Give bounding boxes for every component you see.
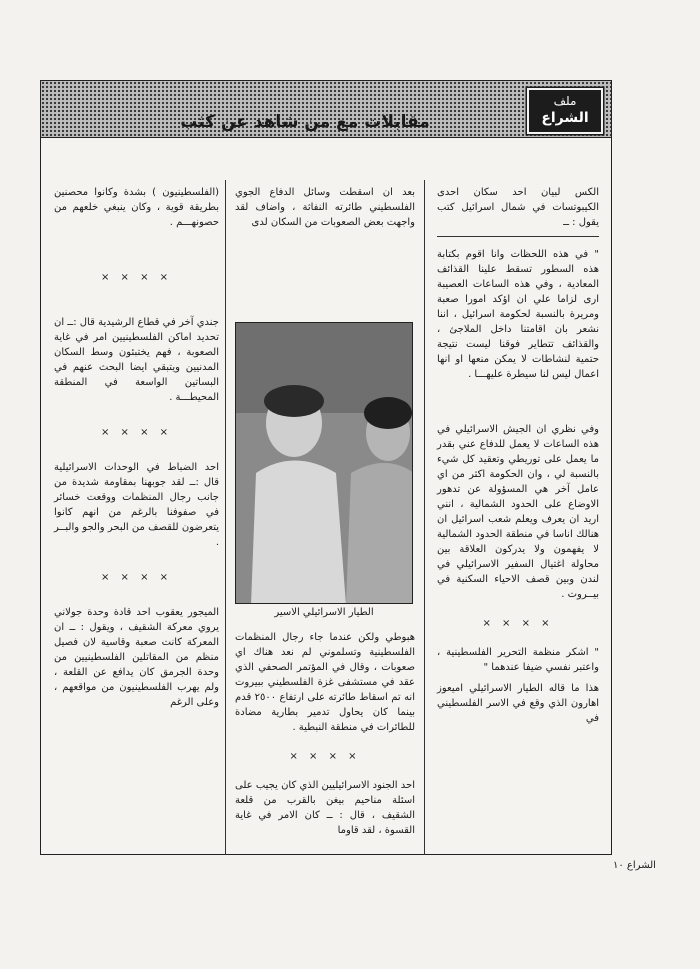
column-middle-lower <box>235 630 415 844</box>
badge-line1: ملف <box>553 94 577 108</box>
column-divider-left <box>225 180 226 855</box>
paragraph: " اشكر منظمة التحرير الفلسطينية ، واعتبر نفسي ضيفا عندهما " <box>437 647 599 673</box>
column-left <box>54 185 219 716</box>
paragraph: هبوطي ولكن عندما جاء رجال المنظمات الفلسطينية وتسلموني لم نعد هناك اي صعوبات ، وقال في المؤتمر الصحفي الذي عقد في مستشفى غزة الفلسطيني ببيروت انه تم اسقاط طائرته على ارتفاع ٢٥٠٠ قدم بينما كان يحاول تدمير بطارية مضادة للطائرات في منطقة النبطية . <box>235 632 415 733</box>
article-headline: مقابلات مع من شاهد عن كثب <box>180 112 430 132</box>
paragraph: وفي نظري ان الجيش الاسرائيلي في هذه الساعات لا يعمل للدفاع عني بقدر ما يعمل على توريطي وتعقيد كل شيء بالنسبة لي ، وان الحكومة اكثر من اي عامل آخر هي المسؤولة عن تدهور الاوضاع على الحدود الشمالية ، انني اريد ان يعرف ويعلم شعب اسرائيل ان هنالك اناسا في منطقة الحدود الشمالية لا يفهمون ولا يدركون العلاقة بين محاولة اغتيال السفير الاسرائيلي في لندن وبين قصف الاحياء السكنية في بيــروت . <box>437 424 599 600</box>
section-badge <box>527 88 603 134</box>
photo-illustration <box>236 323 413 604</box>
paragraph: احد الجنود الاسرائيليين الذي كان يجيب على اسئلة مناحيم بيغن بالقرب من قلعة الشقيف ، قال : ــ كان الامر في غاية القسوة ، لقد قاوما <box>235 780 415 836</box>
section-separator: × × × × <box>100 272 173 283</box>
paragraph: الكس لبيان احد سكان احدى الكيبوتسات في شمال اسرائيل كتب يقول : ــ <box>437 187 599 228</box>
divider-line <box>437 236 599 237</box>
paragraph: الميجور يعقوب احد قادة وحدة جولاني يروي معركة الشقيف ، ويقول : ــ ان المعركة كانت صعبة وقاسية لان فصيل منظم من المقاتلين الفلسطينيين من وحدة الجرمق كان يدافع عن القلعة ، ولم يهرب الفلسطينيون من مواقعهم ، وعلى الرغم <box>54 607 219 708</box>
column-right <box>437 185 599 732</box>
section-separator: × × × × <box>289 751 361 762</box>
paragraph: بعد ان اسقطت وسائل الدفاع الجوي الفلسطيني طائرته النفاثة ، واضاف لقد واجهت بعض الصعوبات من السكان لدى <box>235 187 415 228</box>
section-separator: × × × × <box>100 427 173 438</box>
paragraph: احد الضباط في الوحدات الاسرائيلية قال :ــ لقد جوبهنا بمقاومة شديدة من جانب رجال المنظمات ووقعت خسائر في صفوفنا بالرغم من انهم كانوا يتعرضون للقصف من البحر والجو والبــر . <box>54 462 219 548</box>
paragraph: " في هذه اللحظات وانا اقوم بكتابة هذه السطور تسقط علينا القذائف المعادية ، وفي هذه الساعات العصيبة ارى لزاما علي ان اؤكد امورا صعبة ومريرة بالنسبة لحكومة اسرائيل ، اننا نشعر بان اقامتنا داخل الملاجئ ، والقذائف تتطاير فوقنا ليست نتيجة حتمية لنشاطات لا يمكن منعها او انها اعمال ليس لنا سيطرة عليهـــا . <box>437 249 599 380</box>
section-separator: × × × × <box>482 618 554 629</box>
column-divider-right <box>424 180 425 855</box>
photo-caption: الطيار الاسرائيلي الاسير <box>274 607 374 618</box>
pilot-photo <box>235 322 413 604</box>
column-middle <box>235 185 415 236</box>
page-footer: الشراع ١٠ <box>613 860 656 871</box>
badge-line2: الشراع <box>541 110 589 126</box>
paragraph: جندي آخر في قطاع الرشيدية قال :ــ ان تحديد اماكن الفلسطينيين امر في غاية الصعوبة ، فهم يختبئون وسط السكان المدنيين ويتبقي ايضا البحث عنهم في البساتين الواسعة في المنطقة المحيطـــة . <box>54 317 219 403</box>
paragraph: هذا ما قاله الطيار الاسرائيلي اميعوز اهارون الذي وقع في الاسر الفلسطيني في <box>437 683 599 724</box>
paragraph: (الفلسطينيون ) بشدة وكانوا محصنين بطريقة قوية ، وكان ينبغي خلعهم من حصونهـــم . <box>54 187 219 228</box>
section-separator: × × × × <box>100 572 173 583</box>
